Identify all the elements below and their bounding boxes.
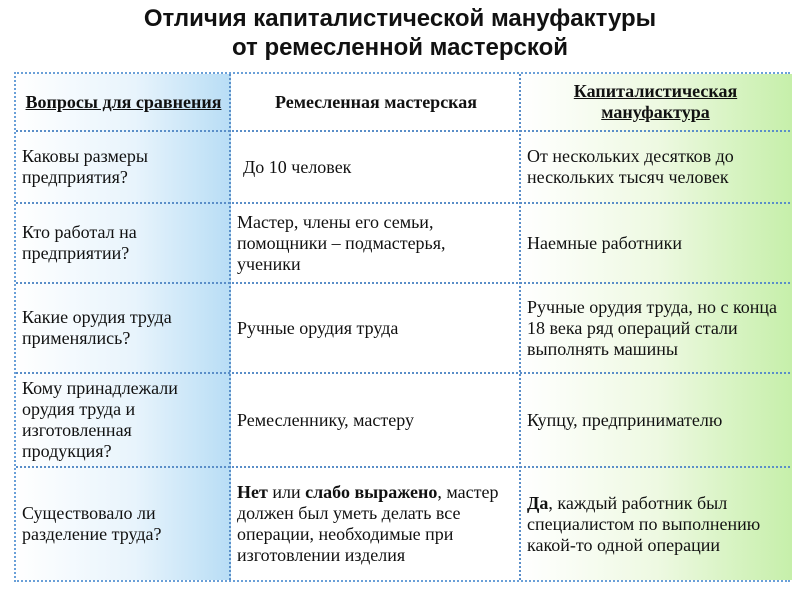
table-row-3-workshop xyxy=(231,284,519,372)
header-workshop xyxy=(231,74,521,130)
table-row-2-workshop xyxy=(231,204,519,282)
table-row-3-manufactory xyxy=(521,284,790,372)
table-row-2-question xyxy=(16,204,229,282)
question-text: Кому принадлежали орудия труда и изготовленная продукция? xyxy=(22,378,178,461)
workshop-text xyxy=(237,482,513,566)
page-title xyxy=(0,4,800,62)
workshop-or: или xyxy=(267,482,306,502)
header-workshop-label: Ремесленная мастерская xyxy=(274,91,478,112)
workshop-text: Ремесленнику, мастеру xyxy=(237,409,415,430)
table-row-5-manufactory xyxy=(521,468,790,580)
question-text: Какие орудия труда применялись? xyxy=(22,307,172,348)
header-questions-label: Вопросы для сравнения xyxy=(25,91,222,112)
manufactory-yes-bold: Да xyxy=(527,492,549,513)
header-questions xyxy=(16,74,231,130)
table-row-3-question xyxy=(16,284,229,372)
table-row-4-workshop xyxy=(231,374,519,466)
header-manufactory xyxy=(521,74,790,130)
table-row-1-manufactory xyxy=(521,132,790,202)
question-text: Каковы размеры предприятия? xyxy=(22,146,148,187)
header-manufactory-label: Капиталистическая мануфактура xyxy=(573,81,738,122)
table-row-1-question xyxy=(16,132,229,202)
manufactory-text xyxy=(527,493,784,556)
workshop-text: Ручные орудия труда xyxy=(237,317,399,338)
table-row-1-workshop xyxy=(231,132,519,202)
question-text: Существовало ли разделение труда? xyxy=(22,503,162,544)
table-row-5-question xyxy=(16,468,229,580)
table-row-4-manufactory xyxy=(521,374,790,466)
question-text: Кто работал на предприятии? xyxy=(22,222,137,263)
workshop-no-bold: Нет xyxy=(237,482,268,502)
manufactory-text: Наемные работники xyxy=(527,232,683,253)
comparison-table xyxy=(14,72,790,582)
table-row-5-workshop xyxy=(231,468,519,580)
table-row-4-question xyxy=(16,374,229,466)
manufactory-text: От нескольких десятков до нескольких тысяч человек xyxy=(527,146,734,187)
page-title-line-2: от ремесленной мастерской xyxy=(231,34,568,61)
workshop-rest: , мастер должен был уметь делать все операции, необходимые при изготовлении изделия xyxy=(237,482,499,565)
manufactory-rest: , каждый работник был специалистом по выполнению какой-то одной операции xyxy=(527,492,761,555)
manufactory-text: Ручные орудия труда, но с конца 18 века ряд операций стали выполнять машины xyxy=(527,296,778,359)
workshop-weak-bold: слабо выражено xyxy=(305,482,438,502)
table-row-2-manufactory xyxy=(521,204,790,282)
workshop-text: До 10 человек xyxy=(243,156,352,177)
page-title-line-1: Отличия капиталистической мануфактуры xyxy=(143,5,657,32)
workshop-text: Мастер, члены его семьи, помощники – подмастерья, ученики xyxy=(237,211,446,274)
manufactory-text: Купцу, предпринимателю xyxy=(527,409,723,430)
